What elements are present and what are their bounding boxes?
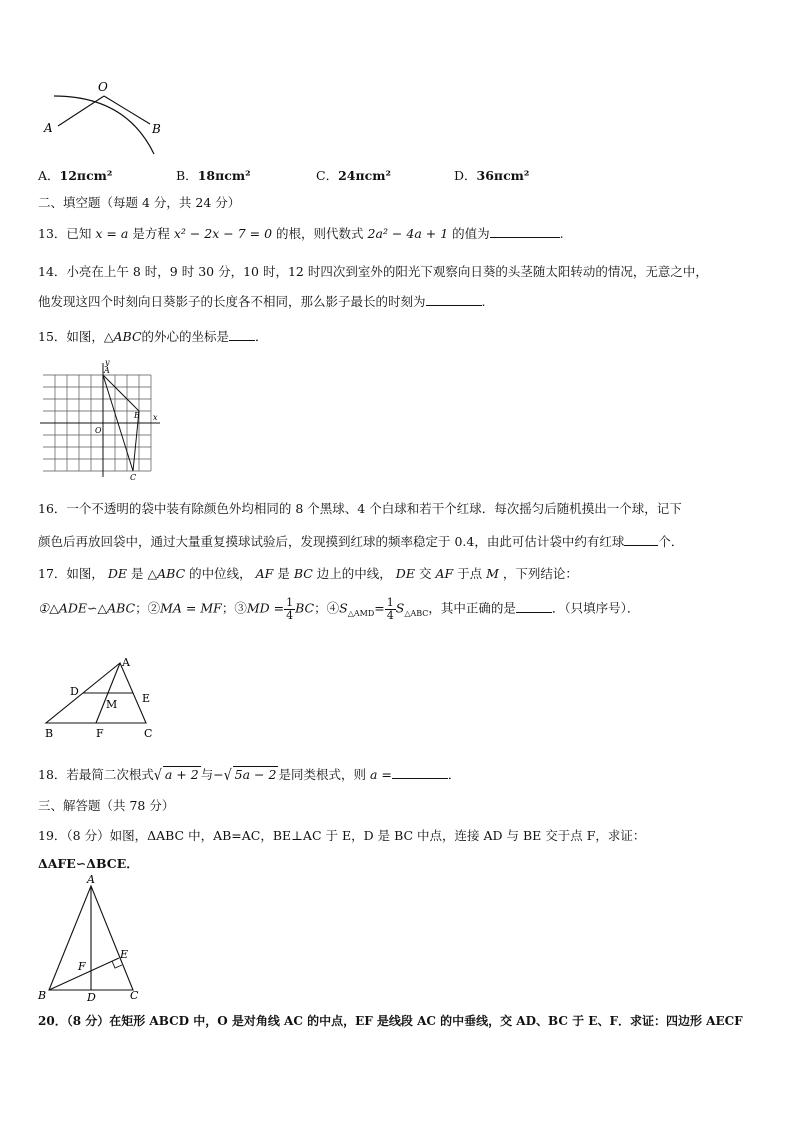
q17-conclusion-3b: BC [295,600,315,616]
q19-label-b: B [38,989,47,1002]
section-2-heading: 二、填空题（每题 4 分，共 24 分） [38,195,241,210]
q13-text-4: 的值为 [452,226,490,241]
q18-text-2: 是同类根式，则 [278,767,366,782]
q15-label-c: C [130,473,137,482]
q19-label-e: E [120,948,129,961]
q17-end: ．（只填序号）． [551,600,640,616]
q15 [38,327,268,345]
q13-text-2: 是方程 [132,226,170,241]
q17-label-d: D [70,685,79,698]
q19-line-1: 19．（8 分）如图，ΔABC 中，AB=AC，BE⊥AC 于 E，D 是 BC 中点，连接 AD 与 BE 交于点 F，求证： [38,828,646,843]
q17-label-a: A [122,656,130,669]
q17-line-2 [38,597,639,621]
q17-sep-3: ；④ [314,600,340,616]
q17-label-m: M [106,698,118,711]
q17-area-s2-sub: △ABC [404,609,429,619]
q17-de: DE [107,566,128,581]
q13-expr-3: 2a² − 4a + 1 [367,226,449,241]
q17-text-1: 是 [131,566,144,581]
q17-fraction-2-den: 4 [386,608,394,622]
q18-end: ． [447,767,461,782]
q19-label-a: A [87,873,95,886]
q16-line-2-text: 颜色后再放回袋中，通过大量重复摸球试验后，发现摸到红球的频率稳定于 0.4，由此可估计袋中约有红球 [38,534,625,549]
q15-number: 15．如图， [38,329,104,344]
q16-line-1: 16．一个不透明的袋中装有除颜色外均相同的 8 个黑球、4 个白球和若干个红球．每次摇匀后随机摸出一个球，记下 [38,501,682,516]
q18-number: 18．若最简二次根式 [38,767,154,782]
q17-sep-2: ；③ [221,600,247,616]
q17-label-e: E [142,692,151,705]
q13-end: . [559,226,564,241]
q12-option-d [454,166,529,184]
q17-figure [40,655,165,745]
q12-option-c-value: 24πcm² [338,168,391,183]
q17-text-3: 是 [277,566,290,581]
q17-fraction-2-num: 1 [386,596,394,609]
q17-fraction-1 [284,597,295,621]
q16-answer-blank[interactable] [624,533,658,547]
q18-radical-1-sign: √ [153,765,162,784]
q12-segment-ao [58,96,104,126]
q17-number: 17．如图， [38,566,104,581]
q13 [38,224,564,242]
q17-area-s1-sub: △AMD [347,609,375,619]
q17-text-2: 的中位线， [189,566,252,581]
q19-label-d: D [87,991,96,1004]
q12-option-b-letter: B． [176,168,198,183]
q12-label-b: B [152,122,161,136]
q17-fraction-2 [385,597,396,621]
q17-tail: ，其中正确的是 [428,600,516,616]
q17-label-c: C [144,727,153,740]
q12-option-d-value: 36πcm² [476,168,530,183]
q12-option-c [316,166,391,184]
q17-text-6: 于点 [457,566,483,581]
q12-option-c-letter: C． [316,168,339,183]
q13-number: 13． [38,226,67,241]
q17-area-s2: S [395,600,405,616]
q17-af: AF [255,566,274,581]
q19-label-c: C [130,989,139,1002]
q19-line-2: ΔAFE∽ΔBCE． [38,856,139,871]
q15-label-x: x [153,413,158,422]
q12-option-b-value: 18πcm² [197,168,251,183]
q17-fraction-1-num: 1 [286,596,294,609]
q17-line-1 [38,564,578,582]
q18-text-1: 与 [200,767,214,782]
q15-text: 的外心的坐标是 [141,329,230,344]
q17-triangle: △ABC [147,566,186,581]
q14-line-2-text: 他发现这四个时刻向日葵影子的长度各不相同，那么影子最长的时刻为 [38,294,426,309]
q12-figure [36,78,176,158]
q20-line-1: 20．（8 分）在矩形 ABCD 中，O 是对角线 AC 的中点，EF 是线段 AC 的中垂线，交 AD、BC 于 E、F．求证：四边形 AECF [38,1014,743,1028]
q13-expr-2: x² − 2x − 7 = 0 [173,226,273,241]
q18-a: a = [369,767,392,782]
q15-label-o: O [95,426,102,435]
q17-area-s1: S [339,600,348,616]
q12-option-a [38,166,112,184]
q17-bc: BC [293,566,313,581]
q17-af-2: AF [435,566,454,581]
q17-conclusion-1: ①△ADE∽△ABC [38,600,136,616]
q14-answer-blank[interactable] [426,293,482,307]
q17-fraction-1-den: 4 [286,608,294,622]
q18-radicand-1: a + 2 [164,767,199,782]
q15-label-a: A [104,366,110,375]
q12-segment-ob [104,96,150,124]
q17-m: M [486,566,499,581]
q18 [38,765,460,783]
q12-label-o: O [98,80,108,94]
q12-option-b [176,166,251,184]
q17-conclusion-2: MA = MF [160,600,222,616]
q15-figure [38,355,168,485]
q18-radical-2-sign: √ [223,765,232,784]
q17-area-eq: = [374,600,385,616]
q15-triangle: △ABC [103,329,142,344]
q17-text-4: 边上的中线， [316,566,392,581]
q19-figure [36,872,146,1004]
q17-de-2: DE [395,566,415,581]
q14-line-1: 14．小亮在上午 8 时，9 时 30 分，10 时，12 时四次到室外的阳光下观察向日葵的头茎随太阳转动的情况，无意之中， [38,264,708,279]
q17-answer-blank[interactable] [516,599,552,613]
q16-line-2 [38,532,683,550]
q13-expr-1: x = a [95,226,129,241]
q17-text-7: ，下列结论： [502,566,578,581]
q12-option-a-letter: A． [38,168,60,183]
q19-label-f: F [78,960,86,973]
q18-minus: − [213,767,224,782]
section-3-heading: 三、解答题（共 78 分） [38,798,175,813]
q17-text-5: 交 [418,566,432,581]
q17-label-f: F [96,727,104,740]
q17-label-b: B [45,727,54,740]
q12-option-d-letter: D． [454,168,477,183]
q12-arc [54,96,154,154]
q13-answer-blank[interactable] [490,225,560,239]
q17-sep-1: ；② [135,600,161,616]
q18-answer-blank[interactable] [392,766,448,780]
q14-end: . [481,294,486,309]
q18-radicand-2: 5a − 2 [234,767,277,782]
q14-line-2 [38,292,486,310]
q12-option-a-value: 12πcm² [59,168,113,183]
q16-end: 个． [658,534,684,549]
q15-answer-blank[interactable] [229,328,255,342]
q13-text-1: 已知 [66,226,92,241]
q17-conclusion-3a: MD = [246,600,285,616]
q15-end: ． [255,329,268,344]
q12-label-a: A [44,121,53,135]
q15-label-y: y [105,358,110,367]
q13-text-3: 的根，则代数式 [276,226,364,241]
q19-right-angle-mark [112,961,122,968]
q15-label-b: B [134,411,140,420]
